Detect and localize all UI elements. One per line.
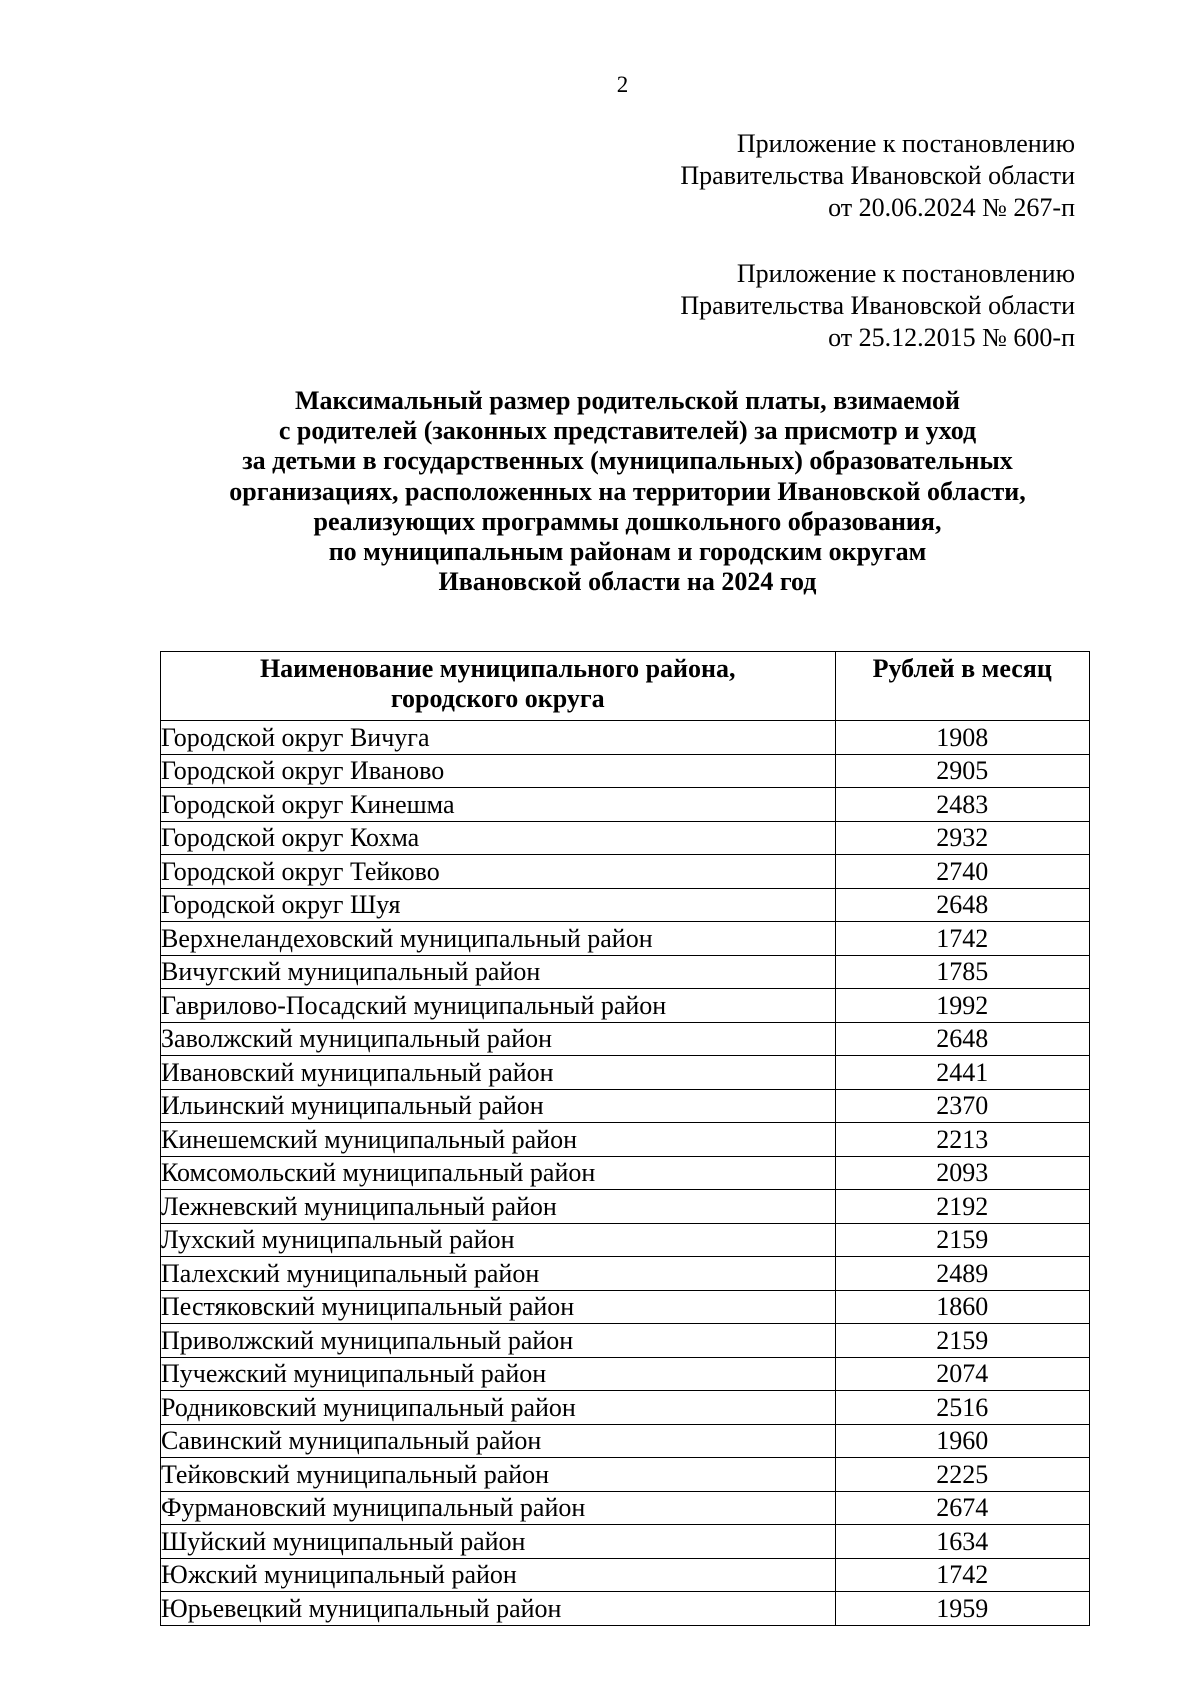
table-body (161, 721, 1090, 1626)
table-row (161, 1391, 1090, 1425)
table-row (161, 922, 1090, 956)
fee-value: 2905 (835, 754, 1090, 788)
appendix-line: от 25.12.2015 № 600-п (828, 323, 1075, 352)
fee-value: 1960 (835, 1424, 1090, 1458)
fee-value: 1742 (835, 1558, 1090, 1592)
table-row (161, 1156, 1090, 1190)
table-header-row (161, 652, 1090, 721)
district-name: Кинешемский муниципальный район (161, 1123, 836, 1157)
district-name: Родниковский муниципальный район (161, 1391, 836, 1425)
document-title (160, 386, 1095, 597)
district-name: Городской округ Иваново (161, 754, 836, 788)
table-row (161, 1324, 1090, 1358)
table-row (161, 1290, 1090, 1324)
fee-value: 2192 (835, 1190, 1090, 1224)
table-row (161, 1223, 1090, 1257)
fee-value: 2648 (835, 1022, 1090, 1056)
fee-value: 2074 (835, 1357, 1090, 1391)
table-row (161, 721, 1090, 755)
fee-table (160, 651, 1090, 1626)
fee-value: 2213 (835, 1123, 1090, 1157)
appendix-line: Приложение к постановлению (736, 259, 1075, 288)
district-name: Городской округ Тейково (161, 855, 836, 889)
fee-value: 2648 (835, 888, 1090, 922)
appendix-block-2015 (680, 258, 1075, 354)
title-line: организациях, расположенных на территории Ивановской области, (229, 476, 1026, 506)
fee-value: 1860 (835, 1290, 1090, 1324)
table-row (161, 1257, 1090, 1291)
header-name-line: городского округа (390, 684, 605, 713)
title-line: Ивановской области на 2024 год (438, 567, 817, 597)
district-name: Фурмановский муниципальный район (161, 1491, 836, 1525)
district-name: Гаврилово-Посадский муниципальный район (161, 989, 836, 1023)
header-name-line: Наименование муниципального района, (259, 654, 736, 683)
table-row (161, 1558, 1090, 1592)
table-row (161, 1525, 1090, 1559)
title-line: реализующих программы дошкольного образования, (313, 506, 942, 536)
district-name: Пестяковский муниципальный район (161, 1290, 836, 1324)
fee-value: 1742 (835, 922, 1090, 956)
fee-value: 2674 (835, 1491, 1090, 1525)
table-row (161, 1089, 1090, 1123)
fee-value: 1908 (835, 721, 1090, 755)
title-line: с родителей (законных представителей) за присмотр и уход (278, 416, 977, 446)
district-name: Савинский муниципальный район (161, 1424, 836, 1458)
fee-value: 2932 (835, 821, 1090, 855)
fee-value: 2483 (835, 788, 1090, 822)
page-number: 2 (616, 72, 629, 97)
fee-value: 1785 (835, 955, 1090, 989)
district-name: Комсомольский муниципальный район (161, 1156, 836, 1190)
district-name: Лухский муниципальный район (161, 1223, 836, 1257)
appendix-line: Правительства Ивановской области (680, 161, 1075, 190)
table-row (161, 855, 1090, 889)
title-line: за детьми в государственных (муниципальных) образовательных (242, 446, 1013, 476)
fee-value: 2370 (835, 1089, 1090, 1123)
district-name: Тейковский муниципальный район (161, 1458, 836, 1492)
title-line: по муниципальным районам и городским округам (328, 537, 927, 567)
table-row (161, 955, 1090, 989)
table-row (161, 1056, 1090, 1090)
appendix-line: Приложение к постановлению (736, 129, 1075, 158)
table-row (161, 788, 1090, 822)
fee-value: 1634 (835, 1525, 1090, 1559)
table-row (161, 1123, 1090, 1157)
table-row (161, 1357, 1090, 1391)
appendix-block-2024 (680, 128, 1075, 224)
fee-value: 2441 (835, 1056, 1090, 1090)
fee-value: 2740 (835, 855, 1090, 889)
title-line: Максимальный размер родительской платы, взимаемой (294, 386, 960, 415)
district-name: Приволжский муниципальный район (161, 1324, 836, 1358)
fee-value: 2159 (835, 1223, 1090, 1257)
fee-value: 2489 (835, 1257, 1090, 1291)
table-row (161, 989, 1090, 1023)
table-row (161, 1592, 1090, 1626)
fee-value: 2093 (835, 1156, 1090, 1190)
district-name: Южский муниципальный район (161, 1558, 836, 1592)
header-name (161, 652, 836, 721)
district-name: Юрьевецкий муниципальный район (161, 1592, 836, 1626)
fee-value: 2159 (835, 1324, 1090, 1358)
table-row (161, 1458, 1090, 1492)
district-name: Городской округ Кохма (161, 821, 836, 855)
district-name: Верхнеландеховский муниципальный район (161, 922, 836, 956)
appendix-line: Правительства Ивановской области (680, 291, 1075, 320)
table-row (161, 1424, 1090, 1458)
table-row (161, 888, 1090, 922)
fee-value: 1992 (835, 989, 1090, 1023)
appendix-line: от 20.06.2024 № 267-п (828, 193, 1075, 222)
table-row (161, 1022, 1090, 1056)
district-name: Вичугский муниципальный район (161, 955, 836, 989)
fee-value: 1959 (835, 1592, 1090, 1626)
district-name: Лежневский муниципальный район (161, 1190, 836, 1224)
district-name: Городской округ Вичуга (161, 721, 836, 755)
table-row (161, 754, 1090, 788)
district-name: Шуйский муниципальный район (161, 1525, 836, 1559)
fee-value: 2225 (835, 1458, 1090, 1492)
header-value: Рублей в месяц (835, 652, 1090, 721)
district-name: Ивановский муниципальный район (161, 1056, 836, 1090)
district-name: Городской округ Кинешма (161, 788, 836, 822)
district-name: Пучежский муниципальный район (161, 1357, 836, 1391)
table-row (161, 1190, 1090, 1224)
district-name: Ильинский муниципальный район (161, 1089, 836, 1123)
fee-value: 2516 (835, 1391, 1090, 1425)
district-name: Заволжский муниципальный район (161, 1022, 836, 1056)
table-row (161, 1491, 1090, 1525)
district-name: Городской округ Шуя (161, 888, 836, 922)
table-row (161, 821, 1090, 855)
district-name: Палехский муниципальный район (161, 1257, 836, 1291)
